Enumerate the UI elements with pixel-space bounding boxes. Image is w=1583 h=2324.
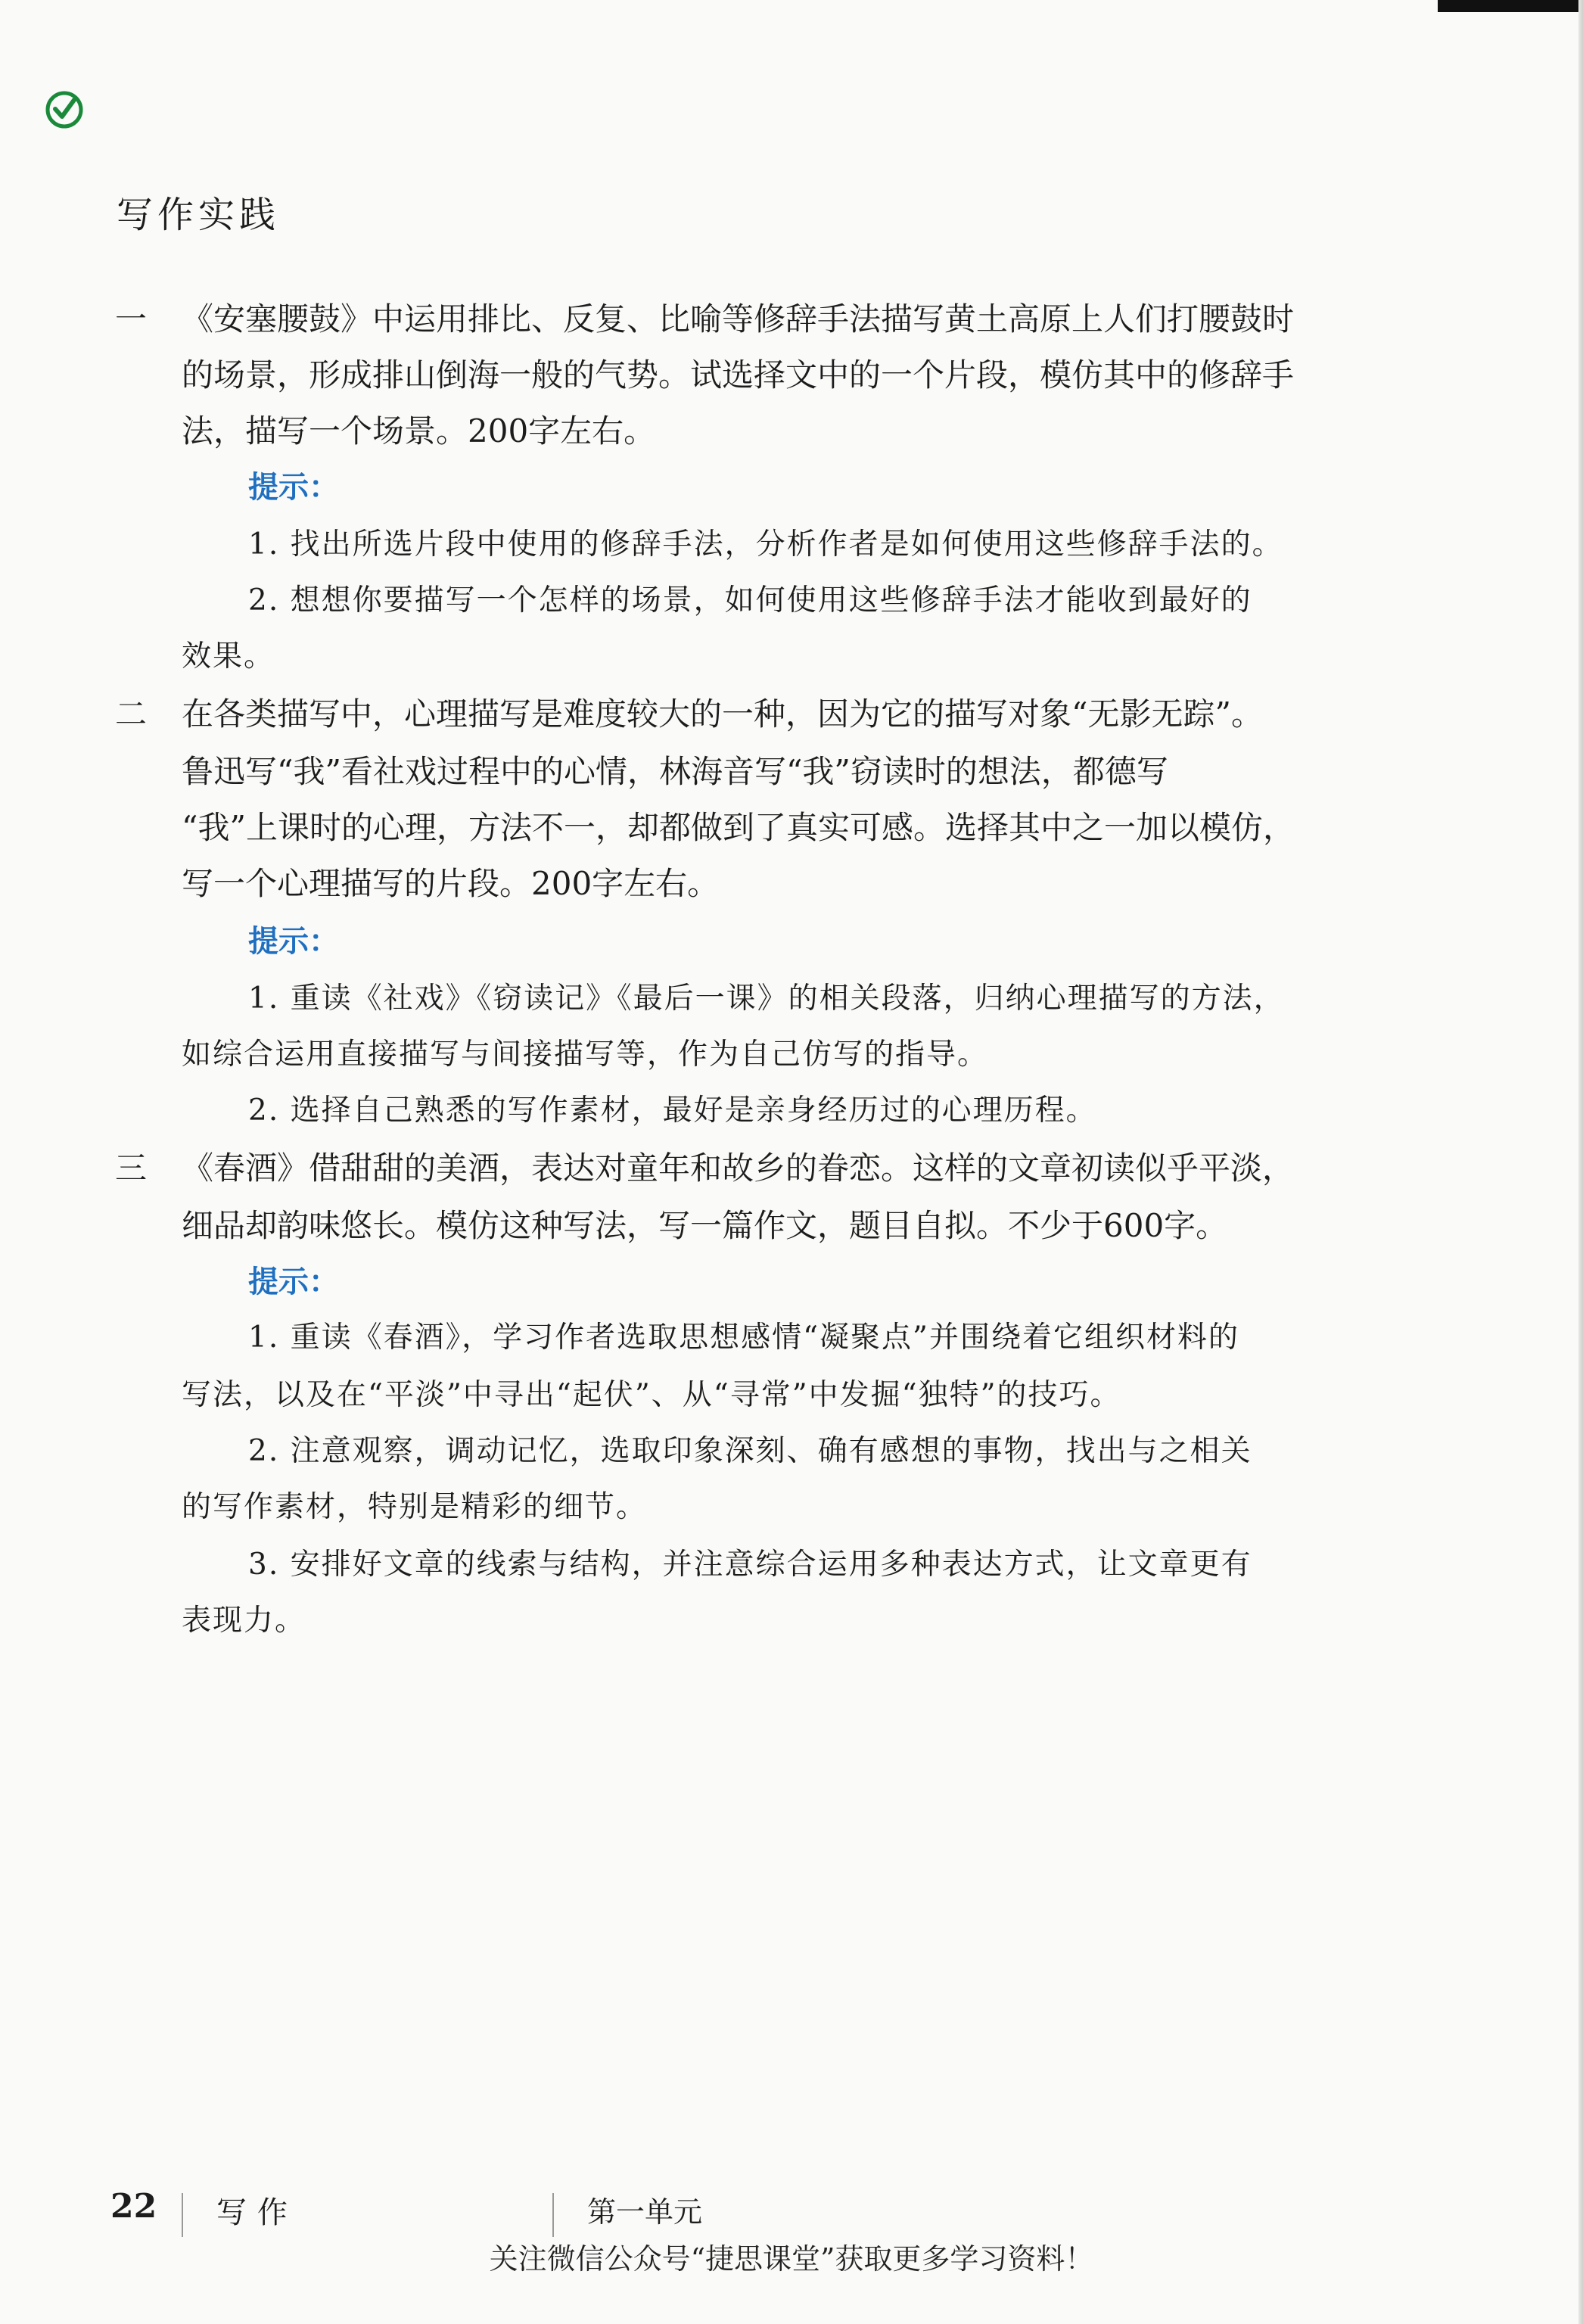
scan-edge-right xyxy=(1578,0,1583,2324)
section-title: 写作实践 xyxy=(117,194,281,236)
hint-line: 如综合运用直接描写与间接描写等，作为自己仿写的指导。 xyxy=(182,1038,989,1072)
hint-line: 写法，以及在“平淡”中寻出“起伏”、从“寻常”中发掘“独特”的技巧。 xyxy=(182,1378,1121,1412)
hint-line: 表现力。 xyxy=(182,1604,306,1638)
hint-line: 1. 重读《春酒》，学习作者选取思想感情“凝聚点”并围绕着它组织材料的 xyxy=(248,1321,1239,1355)
question-text-line: 鲁迅写“我”看社戏过程中的心情，林海音写“我”窃读时的想法，都德写 xyxy=(182,753,1168,790)
hint-label: 提示： xyxy=(248,924,339,959)
question-text-line: 细品却韵味悠长。模仿这种写法，写一篇作文，题目自拟。不少于600字。 xyxy=(182,1207,1228,1244)
question-text-line: “我”上课时的心理，方法不一，却都做到了真实可感。选择其中之一加以模仿， xyxy=(182,809,1295,846)
question-text-line: 《春酒》借甜甜的美酒，表达对童年和故乡的眷恋。这样的文章初读似乎平淡， xyxy=(182,1150,1295,1187)
question-text-line: 法，描写一个场景。200字左右。 xyxy=(182,412,656,450)
scan-edge-top xyxy=(1438,0,1583,12)
hint-line: 1. 找出所选片段中使用的修辞手法，分析作者是如何使用这些修辞手法的。 xyxy=(248,527,1283,562)
footer-unit: 第一单元 xyxy=(587,2195,703,2229)
question-number: 二 xyxy=(115,695,148,733)
leaf-checkmark-icon xyxy=(44,89,85,130)
question-text-line: 的场景，形成排山倒海一般的气势。试选择文中的一个片段，模仿其中的修辞手 xyxy=(182,356,1295,394)
hint-line: 2. 选择自己熟悉的写作素材，最好是亲身经历过的心理历程。 xyxy=(248,1094,1097,1128)
question-text-line: 写一个心理描写的片段。200字左右。 xyxy=(182,865,720,902)
watermark-text: 关注微信公众号“捷思课堂”获取更多学习资料！ xyxy=(489,2242,1094,2276)
question-text-line: 《安塞腰鼓》中运用排比、反复、比喻等修辞手法描写黄土高原上人们打腰鼓时 xyxy=(182,300,1295,338)
hint-label: 提示： xyxy=(248,470,339,505)
question-text-line: 在各类描写中，心理描写是难度较大的一种，因为它的描写对象“无影无踪”。 xyxy=(182,695,1263,733)
footer-divider xyxy=(552,2193,554,2237)
question-number: 一 xyxy=(115,300,148,338)
hint-line: 2. 注意观察，调动记忆，选取印象深刻、确有感想的事物，找出与之相关 xyxy=(248,1434,1252,1468)
hint-line: 1. 重读《社戏》《窃读记》《最后一课》的相关段落，归纳心理描写的方法， xyxy=(248,982,1285,1016)
hint-label: 提示： xyxy=(248,1265,339,1299)
footer-divider xyxy=(182,2193,183,2237)
footer-section: 写作 xyxy=(216,2195,298,2230)
question-number: 三 xyxy=(115,1150,148,1187)
hint-line: 2. 想想你要描写一个怎样的场景，如何使用这些修辞手法才能收到最好的 xyxy=(248,583,1252,618)
hint-line: 3. 安排好文章的线索与结构，并注意综合运用多种表达方式，让文章更有 xyxy=(248,1548,1252,1582)
page-number: 22 xyxy=(110,2187,157,2226)
hint-line: 的写作素材，特别是精彩的细节。 xyxy=(182,1490,648,1524)
hint-line: 效果。 xyxy=(182,639,275,674)
